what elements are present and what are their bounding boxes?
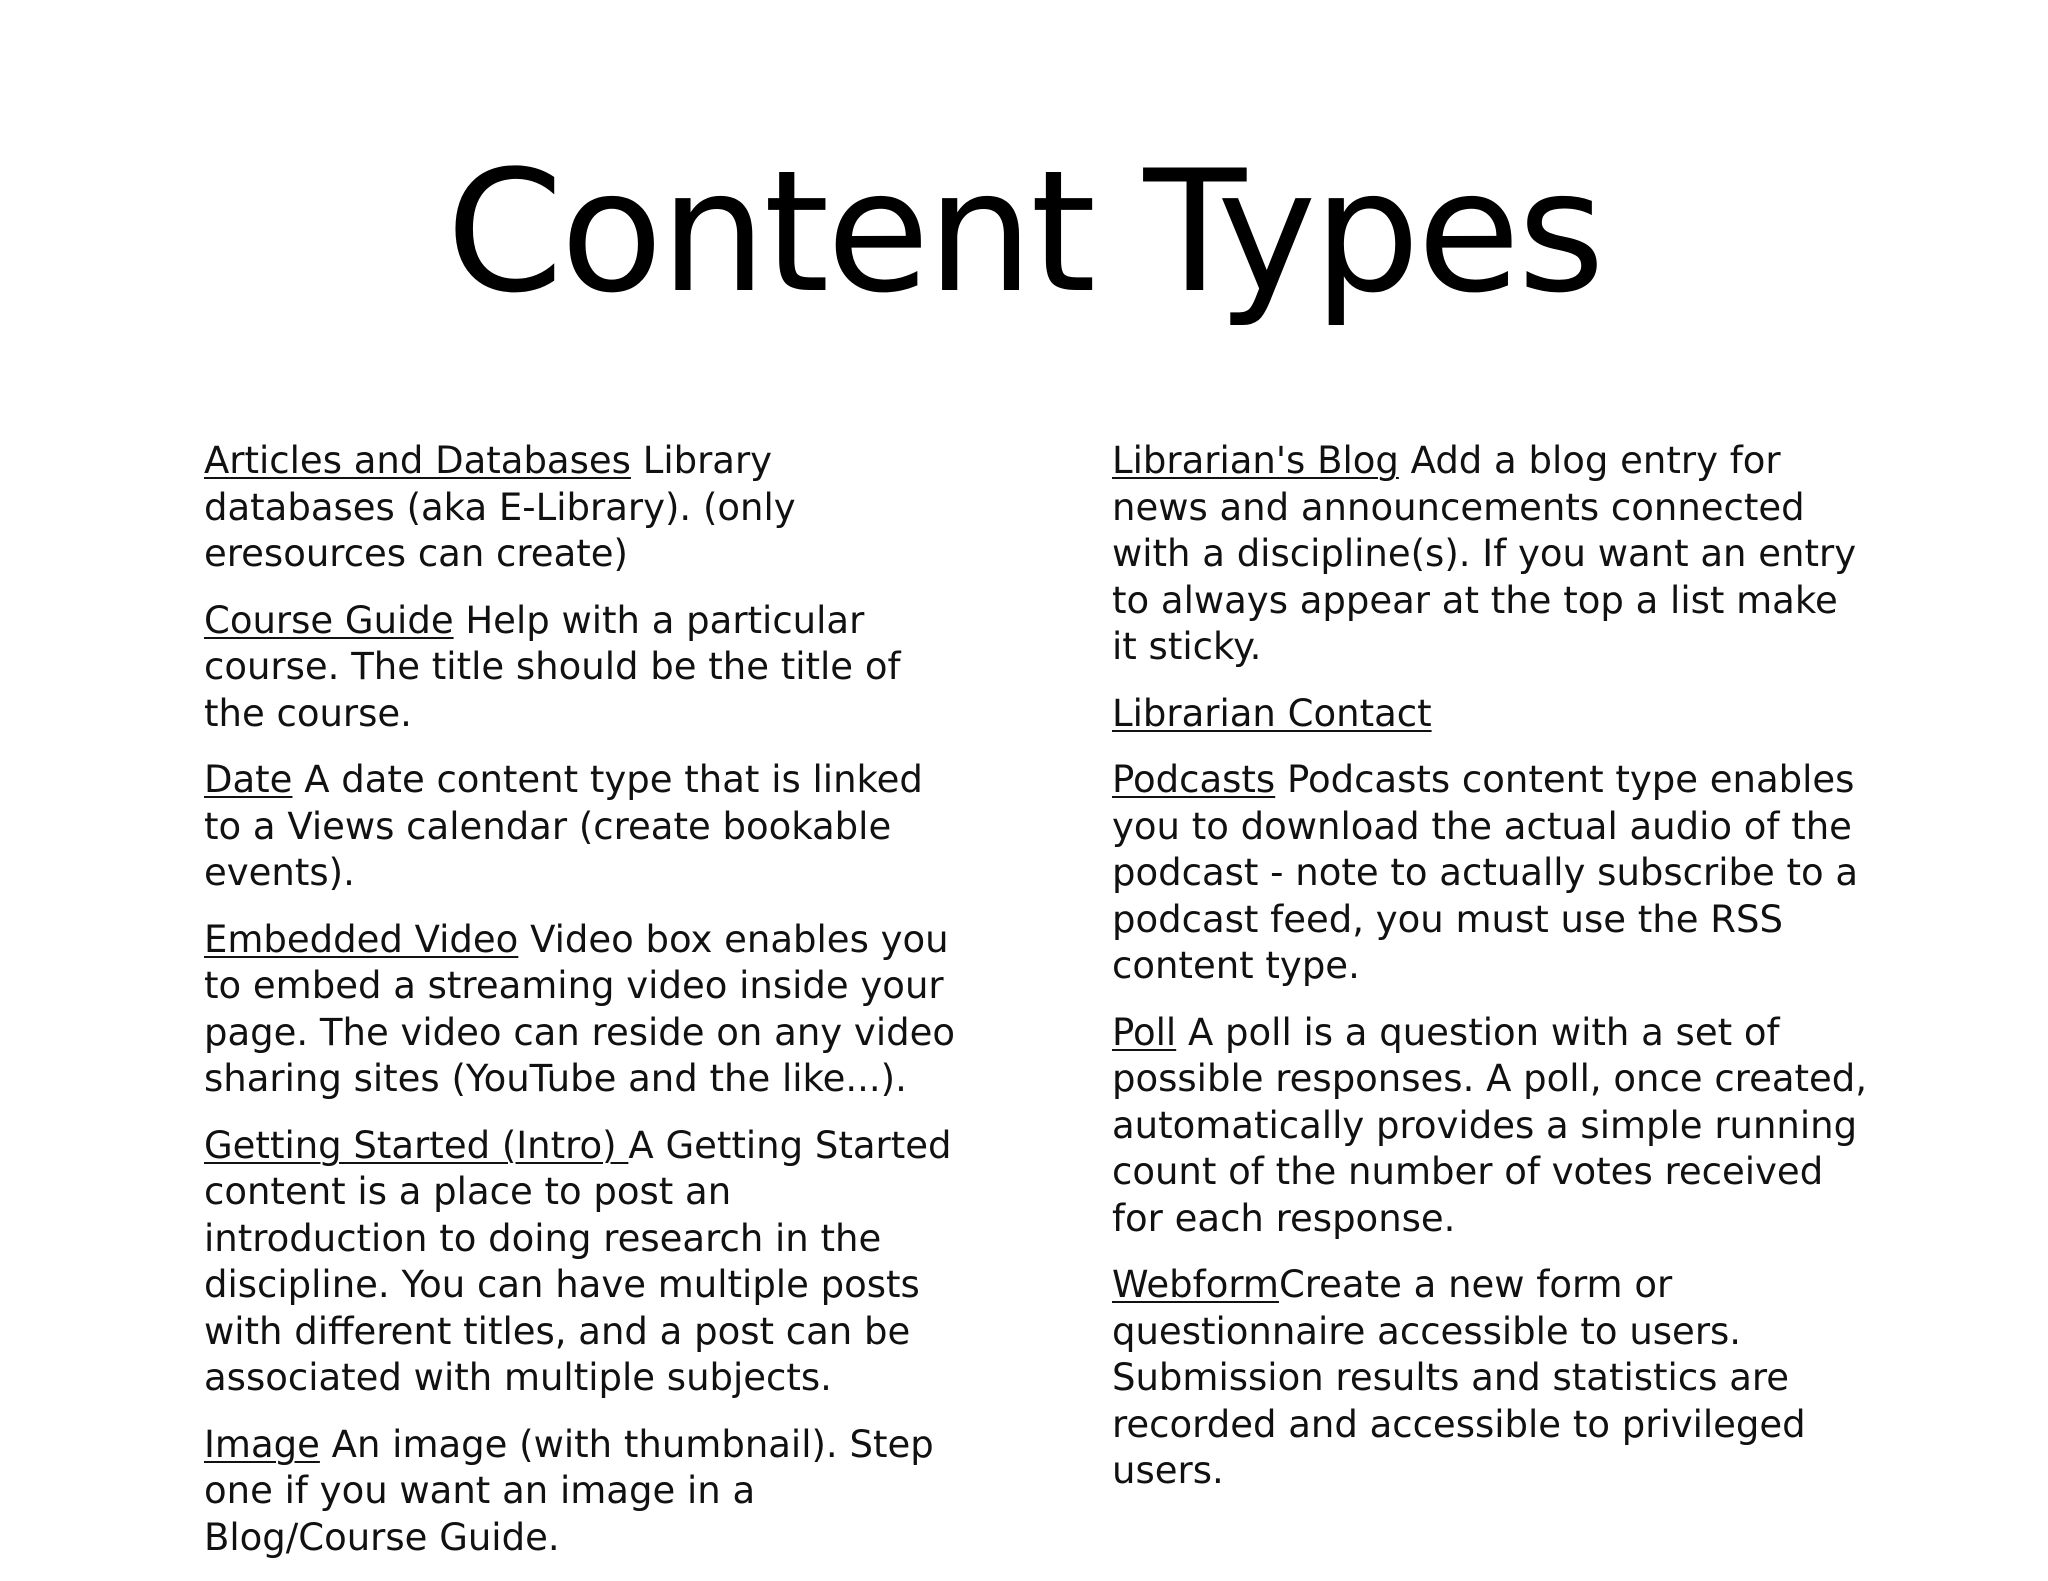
content-type-link[interactable]: Image [204,1422,320,1466]
content-type-entry [1112,438,1872,671]
content-type-entry [204,438,964,578]
content-type-description: A date content type that is linked to a Views calendar (create bookable events). [204,758,923,894]
content-type-entry [1112,691,1872,738]
content-type-description: Library databases (aka E-Library). (only eresources can create) [204,439,796,575]
content-type-description: Add a blog entry for news and announcements connected with a discipline(s). If you want an entry to always appear at the top a list make it sticky. [1112,439,1857,668]
content-type-entry [204,757,964,897]
content-type-entry [1112,757,1872,990]
content-type-link[interactable]: Course Guide [204,598,454,642]
content-type-link[interactable]: Embedded Video [204,917,519,961]
content-type-entry [204,598,964,738]
content-type-description: An image (with thumbnail). Step one if you want an image in a Blog/Course Guide. [204,1422,934,1559]
content-type-link[interactable]: Librarian's Blog [1112,439,1399,482]
content-type-description: A poll is a question with a set of possible responses. A poll, once created, automatically provides a simple running count of the number of votes received for each response. [1112,1010,1868,1240]
content-type-description: Podcasts content type enables you to download the actual audio of the podcast - note to actually subscribe to a podcast feed, you must use the RSS content type. [1112,758,1859,987]
content-type-link[interactable]: Podcasts [1112,758,1276,801]
content-type-link[interactable]: Poll [1112,1010,1177,1054]
content-type-entry [1112,1010,1872,1243]
content-type-link[interactable]: Date [204,758,293,801]
content-type-link[interactable]: Librarian Contact [1112,691,1432,735]
content-type-description: A Getting Started content is a place to post an introduction to doing research in the discipline. You can have multiple posts with different titles, and a post can be associated with multiple subjects. [204,1123,952,1399]
content-type-description: Create a new form or questionnaire accessible to users. Submission results and statistics are recorded and accessible to privileged users. [1112,1263,1806,1492]
content-type-entry [1112,1262,1872,1495]
content-type-entry [204,1422,964,1562]
content-type-link[interactable]: Getting Started (Intro) [204,1123,629,1167]
left-column [204,438,964,1581]
content-type-link[interactable]: Articles and Databases [204,439,631,482]
right-column [1112,438,1872,1515]
content-type-description: Video box enables you to embed a streaming video inside your page. The video can reside on any video sharing sites (YouTube and the like...). [204,917,955,1100]
page-title: Content Types [446,134,1602,330]
content-type-link[interactable]: Webform [1112,1263,1279,1306]
content-type-description: Help with a particular course. The title should be the title of the course. [204,598,901,735]
content-type-entry [204,1123,964,1402]
content-type-entry [204,917,964,1103]
